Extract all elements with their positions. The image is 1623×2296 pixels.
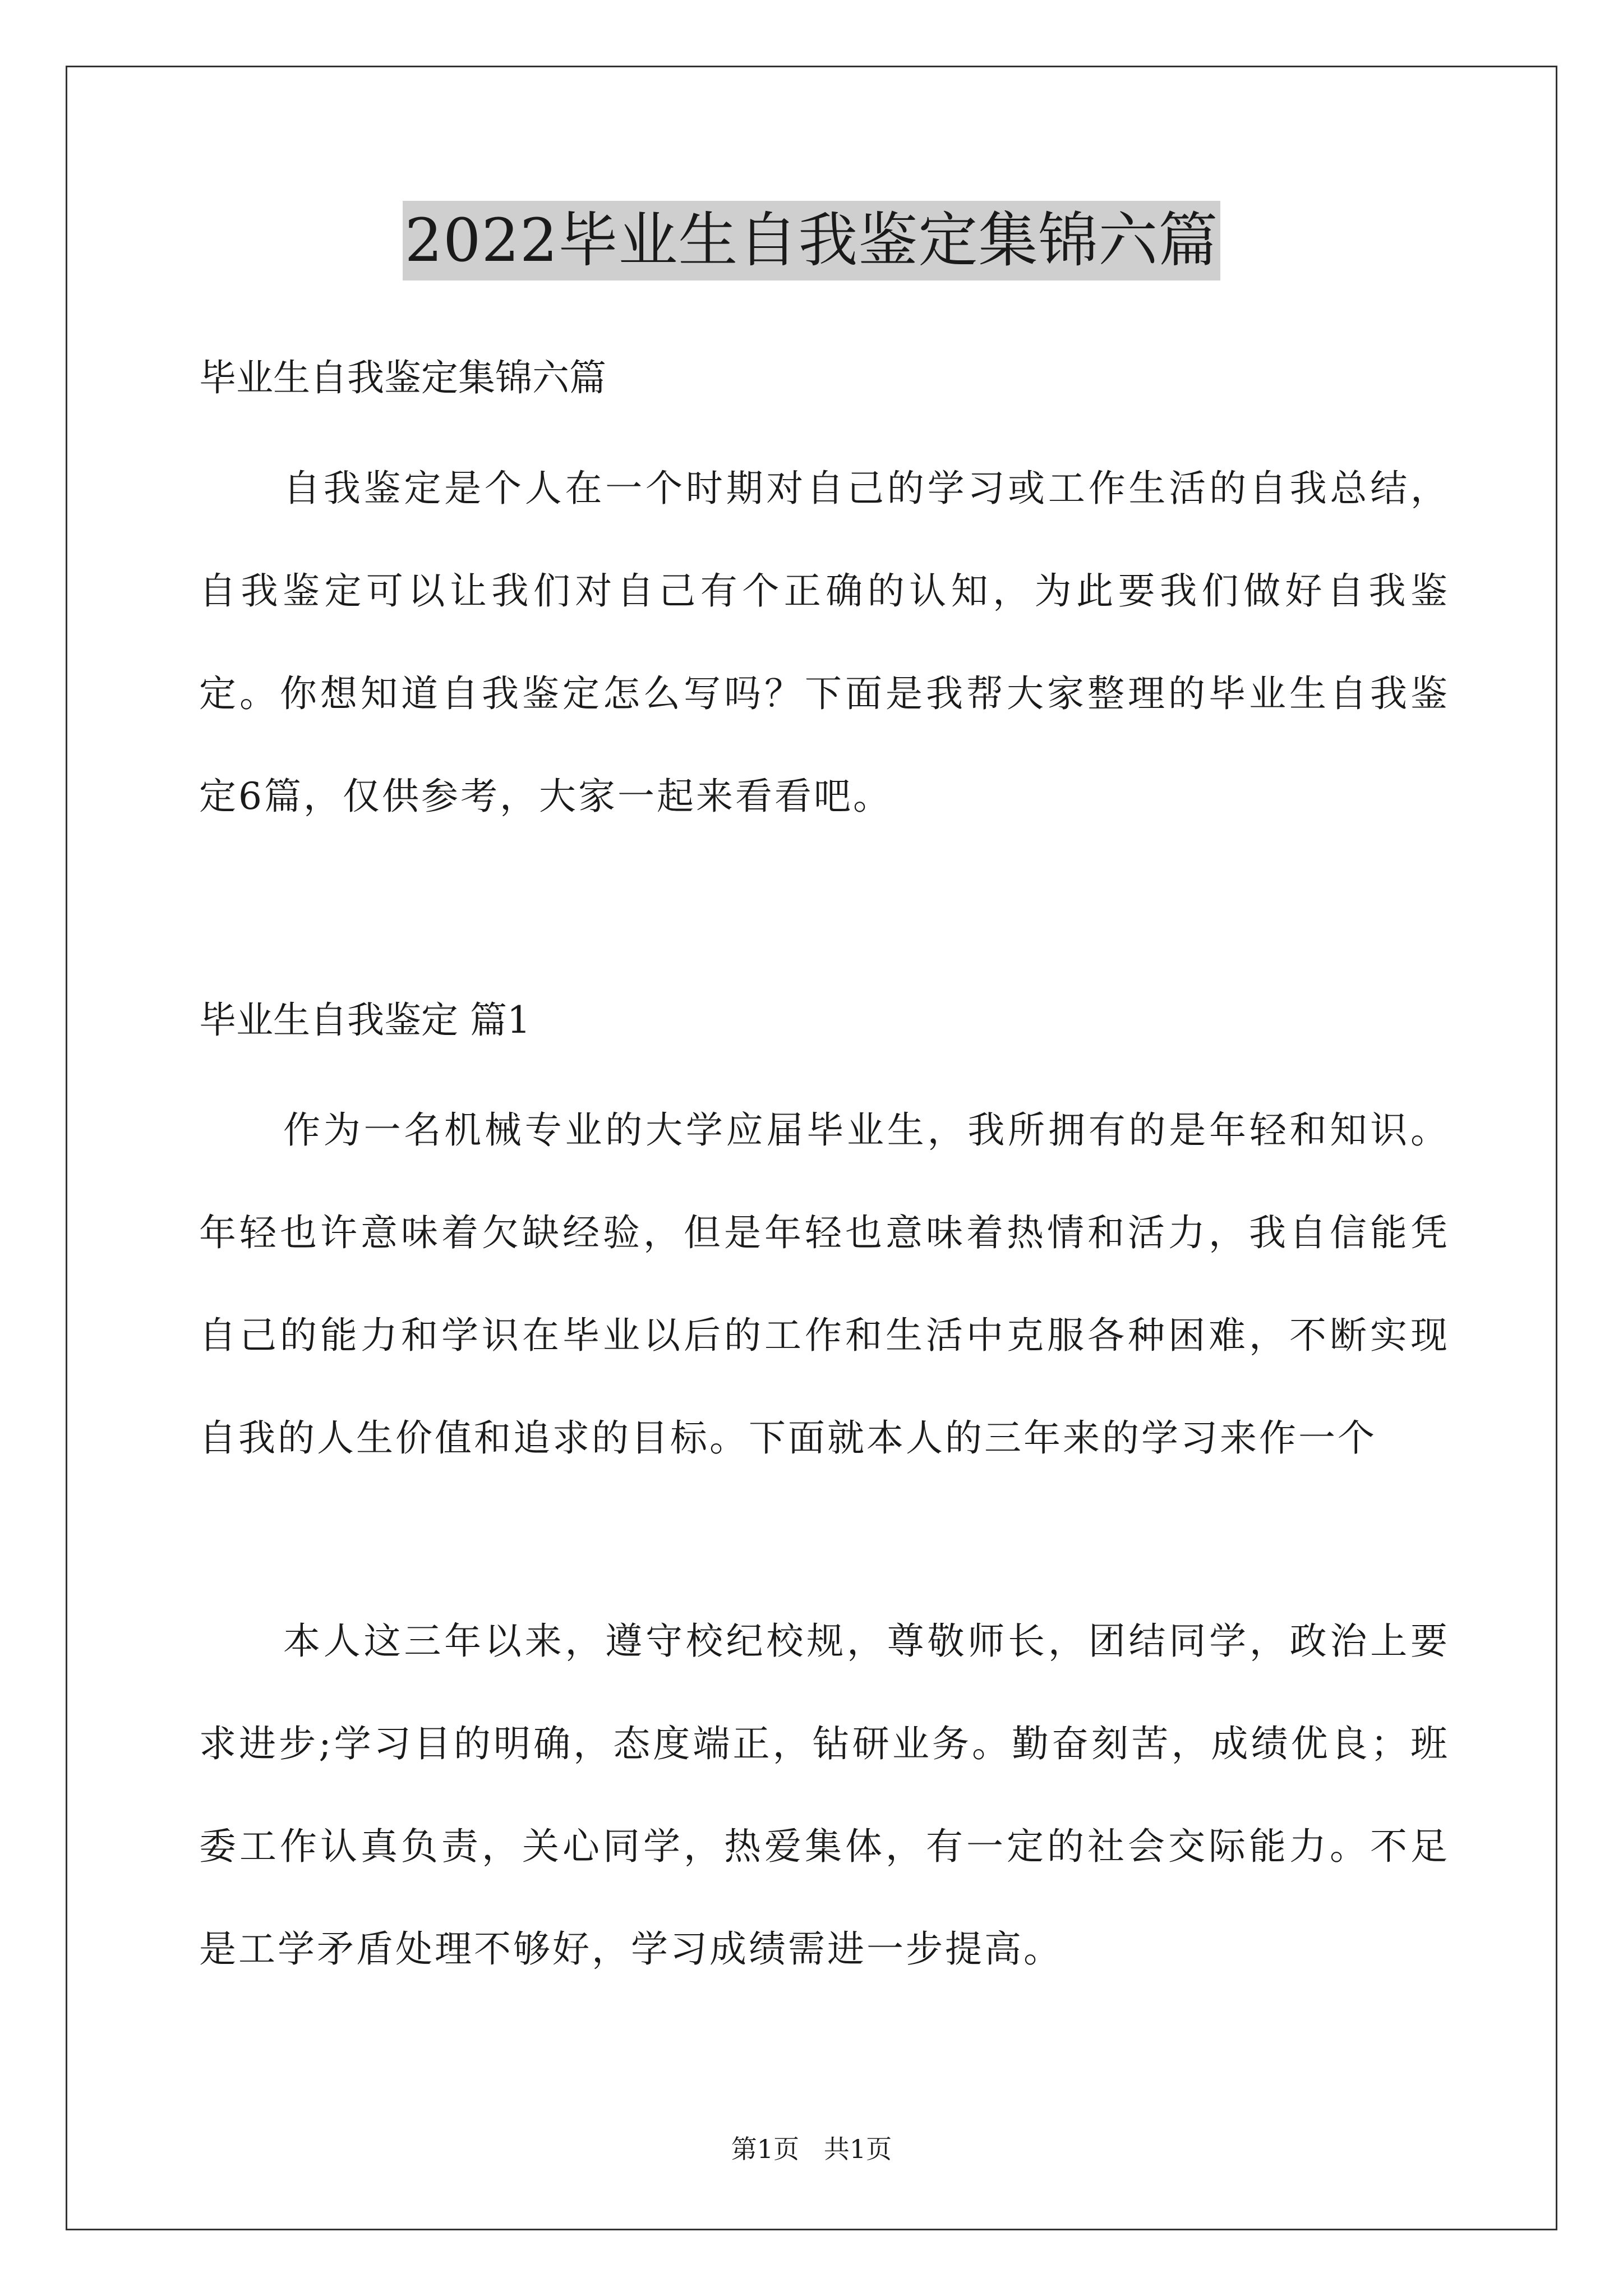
section-1-paragraph-2: 本人这三年以来，遵守校纪校规，尊敬师长，团结同学，政治上要求进步;学习目的明确，态度端正，钻研业务。勤奋刻苦，成绩优良；班委工作认真负责，关心同学，热爱集体，有一定的社会交际能力。不足是工学矛盾处理不够好，学习成绩需进一步提高。 — [199, 1619, 1450, 1971]
intro-paragraph: 自我鉴定是个人在一个时期对自己的学习或工作生活的自我总结，自我鉴定可以让我们对自己有个正确的认知，为此要我们做好自我鉴定。你想知道自我鉴定怎么写吗？下面是我帮大家整理的毕业生自我鉴定6篇，仅供参考，大家一起来看看吧。 — [199, 467, 1450, 818]
document-title: 2022毕业生自我鉴定集锦六篇 — [403, 201, 1221, 280]
section-heading-1: 毕业生自我鉴定 篇1 — [199, 999, 531, 1042]
title-container — [0, 201, 1623, 280]
page-footer: 第1页 共1页 — [731, 2134, 892, 2164]
document-subtitle: 毕业生自我鉴定集锦六篇 — [199, 356, 606, 399]
section-1-paragraph-1: 作为一名机械专业的大学应届毕业生，我所拥有的是年轻和知识。年轻也许意味着欠缺经验，但是年轻也意味着热情和活力，我自信能凭自己的能力和学识在毕业以后的工作和生活中克服各种困难，不断实现自我的人生价值和追求的目标。下面就本人的三年来的学习来作一个 — [199, 1108, 1450, 1460]
